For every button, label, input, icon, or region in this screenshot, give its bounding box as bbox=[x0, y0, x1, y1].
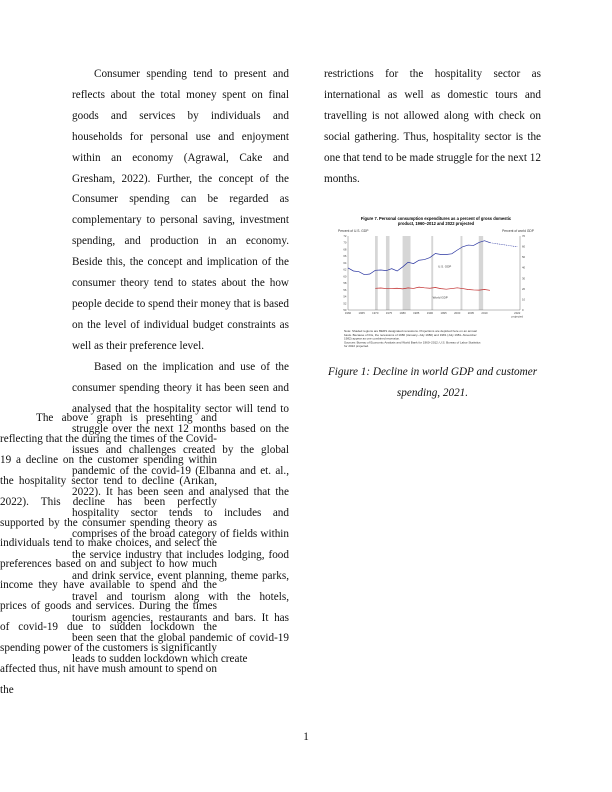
chart-labels bbox=[343, 234, 525, 319]
x-tick-last-sublabel: projected bbox=[511, 314, 524, 319]
y-tick-left-7: 58 bbox=[343, 281, 347, 286]
y-axis-label-right: Percent of world GDP bbox=[502, 229, 534, 233]
right-paragraph-2: The above graph is presenting and reflecting that the during the times of the Covid-19 a decline on the customer spending within the hospitality sector tend to decline (Arıkan, 2022). This decline has been perfectly supported by the consumer spending theory as individuals tend to make choices, and select the preferences based on and subject to how much income they have available to spend and the prices of goods and services. During the times of covid-19 due to sudden lockdown the spending power of the customers is significantly affected thus, nit have mush amount to spend on the bbox=[0, 412, 217, 696]
recession-band-1 bbox=[386, 236, 390, 310]
y-tick-right-6: 10 bbox=[522, 297, 526, 302]
chart-note-line: Note: Shaded regions are BERS designated recessions. Projections are depicted here on an annual bbox=[344, 329, 477, 333]
left-paragraph-1: Consumer spending tend to present and reflects about the total money spent on final goods and services by individuals and households for personal use and enjoyment within an economy (Agrawal, Cake and Gresham, 2022). Further, the concept of the Consumer spending can be regarded as complementary to personal saving, investment spending, and production in an economy. Beside this, the concept and implication of the consumer theory tend to states about the how people decide to spend their money that is based on the level of individual budget constraints as well as their preference level. bbox=[72, 68, 289, 352]
figure-chart bbox=[338, 214, 534, 352]
x-tick-3: 1975 bbox=[385, 311, 393, 315]
y-tick-left-1: 70 bbox=[343, 240, 347, 245]
recession-band-5 bbox=[479, 236, 483, 310]
y-tick-left-11: 50 bbox=[343, 308, 347, 312]
chart-note-line: Sources: Bureau of Economic Analysis and World Bank for 1960–2012; U.S. Bureau of Labor Statistics bbox=[344, 340, 481, 345]
y-tick-left-5: 62 bbox=[343, 267, 347, 272]
x-tick-4: 1980 bbox=[399, 311, 406, 315]
y-tick-left-2: 68 bbox=[343, 247, 347, 252]
right-column bbox=[324, 64, 541, 189]
x-tick-7: 1995 bbox=[440, 311, 447, 315]
right-column-continued bbox=[0, 408, 217, 701]
x-tick-6: 1990 bbox=[426, 311, 434, 315]
series-label-world-gdp: World GDP bbox=[432, 295, 448, 300]
x-tick-last: 2022 bbox=[514, 311, 521, 315]
left-paragraph-2: Based on the implication and use of the consumer spending theory it has been seen and analysed that the hospitality sector will tend to struggle over the next 12 months based on the issues and challenges created by the global pandemic of the covid-19 (Elbanna and et. al., 2022). It has been seen and analysed that the hospitality sector tends to includes and comprises of the broad category of fields within the service industry that includes lodging, food and drink service, event planning, theme parks, travel and tourism along with the hotels, tourism agencies, restaurants and bars. It has been seen that the global pandemic of covid-19 leads to sudden lockdown which create bbox=[72, 360, 289, 666]
recession-band-0 bbox=[375, 236, 378, 310]
x-tick-0: 1960 bbox=[344, 311, 352, 315]
y-tick-right-3: 40 bbox=[522, 265, 526, 270]
recession-band-2 bbox=[403, 236, 411, 310]
chart-title: Figure 7. Personal consumption expenditures as a percent of gross domestic bbox=[360, 216, 512, 221]
right-paragraph-1: restrictions for the hospitality sector as international as well as domestic tours and travelling is not allowed along with check on social gathering. Thus, hospitality sector is the one that tend to be made struggle for the next 12 months. bbox=[324, 68, 541, 185]
y-tick-left-4: 64 bbox=[343, 260, 347, 265]
recession-bands bbox=[375, 236, 483, 310]
x-tick-2: 1970 bbox=[372, 311, 379, 315]
chart-notes bbox=[344, 329, 481, 348]
y-tick-left-8: 56 bbox=[343, 287, 347, 292]
chart-note-line: basis. Because of this, the recessions of 1980 (January–July 1980) and 1981 (July 1981–November bbox=[344, 332, 477, 337]
figure-caption: Figure 1: Decline in world GDP and customer spending, 2021. bbox=[327, 366, 538, 399]
y-tick-left-10: 52 bbox=[343, 301, 347, 306]
series-label-us-gdp: U.S. GDP bbox=[438, 264, 452, 269]
y-tick-right-4: 30 bbox=[522, 276, 526, 281]
x-tick-10: 2010 bbox=[481, 311, 488, 315]
x-tick-1: 1965 bbox=[358, 311, 365, 315]
y-tick-right-1: 60 bbox=[522, 244, 526, 249]
y-axis-label-left: Percent of U.S. GDP bbox=[338, 229, 369, 233]
y-tick-right-2: 50 bbox=[522, 255, 526, 260]
page-number: 1 bbox=[303, 731, 309, 743]
y-tick-left-3: 66 bbox=[343, 254, 347, 259]
chart-note-line: 1982) appear as one combined recession. bbox=[344, 336, 401, 341]
chart-title-line-2: product, 1960–2012 and 2022 projected bbox=[397, 221, 475, 226]
chart-svg bbox=[338, 214, 534, 352]
series-line-0 bbox=[348, 241, 490, 275]
x-tick-5: 1985 bbox=[413, 311, 420, 315]
y-tick-right-7: 0 bbox=[522, 308, 524, 312]
y-tick-left-6: 60 bbox=[343, 274, 347, 279]
y-tick-right-0: 70 bbox=[522, 234, 526, 238]
y-tick-left-0: 72 bbox=[343, 234, 347, 238]
x-tick-8: 2000 bbox=[454, 311, 461, 315]
series-projection-0 bbox=[490, 243, 517, 247]
y-tick-left-9: 54 bbox=[343, 294, 347, 299]
y-tick-right-5: 20 bbox=[522, 286, 526, 291]
x-tick-9: 2005 bbox=[467, 311, 474, 315]
chart-note-line: for 2022 projected. bbox=[344, 344, 370, 349]
